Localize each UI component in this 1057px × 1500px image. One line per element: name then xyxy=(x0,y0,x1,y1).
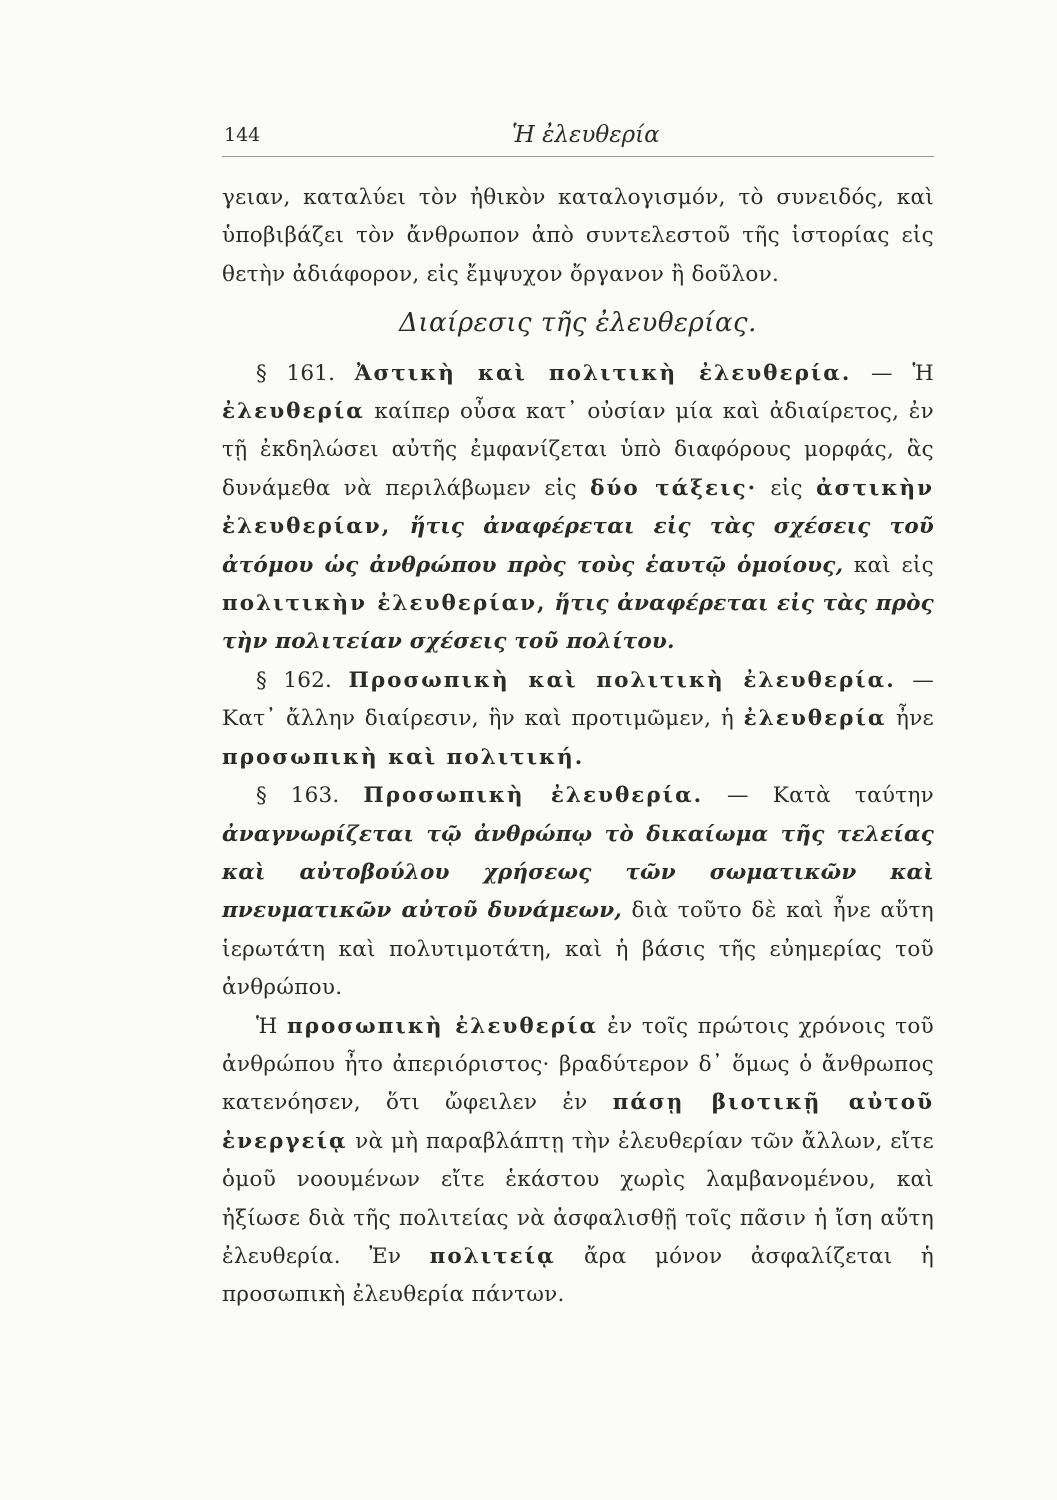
page-number: 144 xyxy=(224,124,261,146)
emphasized-phrase: ἀναγνωρίζεται τῷ ἀνθρώπῳ τὸ δικαίωμα τῆς τελείας καὶ αὐτοβούλου χρήσεως τῶν σωματικῶν καὶ πνευματικῶν αὐτοῦ δυνάμεων, xyxy=(222,821,934,924)
emphasized-term: προσωπικὴ καὶ πολιτική. xyxy=(222,744,585,770)
emphasized-term: δύο τάξεις· xyxy=(590,475,758,501)
page-header xyxy=(222,112,934,157)
text-run: ἦνε xyxy=(886,706,934,732)
paragraph-personal-freedom xyxy=(222,1008,934,1315)
emphasized-term: ἐλευθερία xyxy=(222,399,365,425)
section-163 xyxy=(222,777,934,1007)
section-162 xyxy=(222,662,934,777)
section-title: Προσωπικὴ καὶ πολιτικὴ ἐλευθερία. xyxy=(348,667,896,693)
emphasized-term: ἐλευθερία xyxy=(743,706,887,732)
text-run: καίπερ οὖσα κατ᾿ οὐσίαν μία καὶ ἀδιαίρετος, ἐν τῇ ἐκδηλώσει αὐτῆς ἐμφανίζεται ὑπὸ διαφόρους μορφάς, ἃς δυνάμεθα νὰ περιλάβωμεν εἰς xyxy=(222,399,934,501)
emphasized-phrase: ἥτις ἀναφέρεται εἰς τὰς πρὸς τὴν πολιτείαν σχέσεις τοῦ πολίτου. xyxy=(222,591,934,655)
emphasized-term: πάσῃ βιοτικῇ αὐτοῦ ἐνεργείᾳ xyxy=(222,1090,934,1154)
text-run: διὰ τοῦτο δὲ καὶ ἦνε αὕτη ἱερωτάτη καὶ πολυτιμοτάτη, καὶ ἡ βάσις τῆς εὐημερίας τοῦ ἀνθρώπου. xyxy=(222,898,934,1001)
text-run: εἰς xyxy=(757,475,817,501)
section-heading: Διαίρεσις τῆς ἐλευθερίας. xyxy=(399,308,757,339)
section-title: Προσωπικὴ ἐλευθερία. xyxy=(363,783,704,809)
paragraph-continuation: γειαν, καταλύει τὸν ἠθικὸν καταλογισμόν, τὸ συνειδός, καὶ ὑποβιβάζει τὸν ἄνθρωπον ἀπὸ συντελεστοῦ τῆς ἱστορίας εἰς θετὴν ἀδιάφορον, εἰς ἔμψυχον ὄργανον ἢ δοῦλον. xyxy=(222,185,934,287)
text-run: — Ἡ xyxy=(851,360,934,386)
section-number: § 162. xyxy=(256,667,333,693)
text-run: καὶ εἰς xyxy=(843,552,934,578)
running-title: Ἡ ἐλευθερία xyxy=(512,122,660,148)
section-title: Ἀστικὴ καὶ πολιτικὴ ἐλευθερία. xyxy=(354,360,852,386)
text-run: Ἡ xyxy=(256,1013,287,1039)
text-run: ἄρα μόνον ἀσφαλίζεται ἡ προσωπικὴ ἐλευθερία πάντων. xyxy=(222,1243,935,1308)
section-number: § 163. xyxy=(256,783,340,809)
emphasized-term: ἀστικὴν ἐλευθερίαν, xyxy=(222,475,934,540)
page-body xyxy=(222,179,934,1315)
book-page xyxy=(222,112,934,1315)
emphasized-term: πολιτείᾳ xyxy=(429,1243,556,1269)
text-run: ἐν τοῖς πρώτοις χρόνοις τοῦ ἀνθρώπου ἦτο ἀπεριόριστος· βραδύτερον δ᾿ ὅμως ὁ ἄνθρωπος κατενόησεν, ὅτι ὤφειλεν ἐν xyxy=(222,1013,934,1116)
section-161 xyxy=(222,355,934,662)
text-run: νὰ μὴ παραβλάπτῃ τὴν ἐλευθερίαν τῶν ἄλλων, εἴτε ὁμοῦ νοουμένων εἴτε ἑκάστου χωρὶς λαμβανομένου, καὶ ἠξίωσε διὰ τῆς πολιτείας νὰ ἀσφαλισθῇ τοῖς πᾶσιν ἡ ἴση αὕτη ἐλευθερία. Ἐν xyxy=(222,1128,934,1269)
text-run: — Κατὰ ταύτην xyxy=(703,783,935,809)
emphasized-phrase: ἥτις ἀναφέρεται εἰς τὰς σχέσεις τοῦ ἀτόμου ὡς ἀνθρώπου πρὸς τοὺς ἑαυτῷ ὁμοίους, xyxy=(222,514,934,578)
text-run xyxy=(391,514,410,539)
section-number: § 161. xyxy=(256,360,336,386)
text-run: — Κατ᾿ ἄλλην διαίρεσιν, ἣν καὶ προτιμῶμεν, ἡ xyxy=(222,667,934,732)
emphasized-term: προσωπικὴ ἐλευθερία xyxy=(286,1013,598,1039)
emphasized-term: πολιτικὴν ἐλευθερίαν, xyxy=(222,591,547,617)
